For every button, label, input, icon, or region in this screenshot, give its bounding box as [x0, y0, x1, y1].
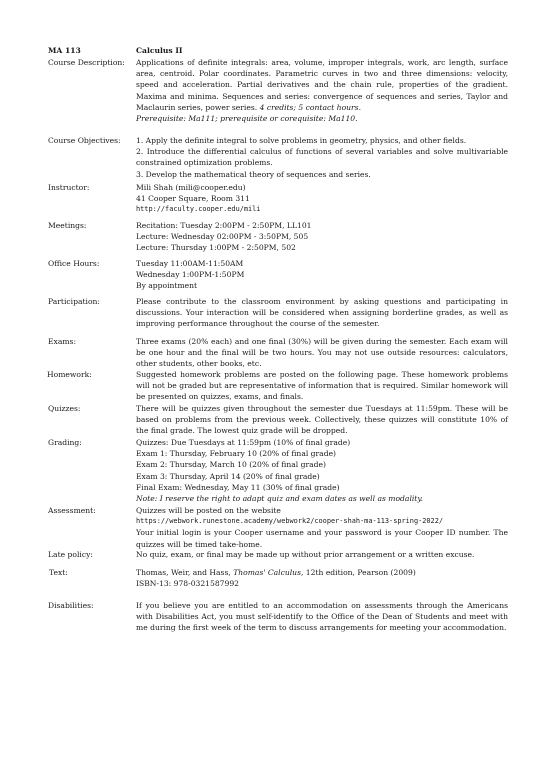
- meeting-line: Lecture: Wednesday 02:00PM - 3:50PM, 505: [136, 232, 309, 242]
- description-label: Course Description:: [48, 58, 125, 67]
- description-text: Applications of definite integrals: area, volume, improper integrals, work, arc length, surface area, centroid. Polar coordinates. Parametric curves in two and three dimensions: velocity, speed and acceleration. Partial derivatives and the chain rule, properties of the gradient. Maxima and minima. Sequences and series: convergence of sequences and series, Taylor and Maclaurin series, power series.: [136, 58, 508, 112]
- textbook-citation: [136, 567, 508, 578]
- participation-text: Please contribute to the classroom environment by asking questions and participating in discussions. Your interaction will be considered when assigning borderline grades, as well as improving performance throughout the course of the semester.: [136, 297, 508, 329]
- grading-line: Final Exam: Wednesday, May 11 (30% of final grade): [136, 482, 340, 492]
- objective-item: 3. Develop the mathematical theory of sequences and series.: [136, 169, 371, 179]
- office-hours-line: Tuesday 11:00AM-11:50AM: [136, 259, 244, 268]
- textbook-authors: Thomas, Weir, and Hass,: [136, 568, 234, 577]
- late-policy-text: No quiz, exam, or final may be made up without prior arrangement or a written excuse.: [136, 550, 475, 559]
- grading-note: Note: I reserve the right to adapt quiz and exam dates as well as modality.: [136, 494, 424, 504]
- textbook-label: Text:: [49, 568, 68, 577]
- objectives-label: Course Objectives:: [48, 136, 121, 145]
- office-hours-line: Wednesday 1:00PM-1:50PM: [136, 270, 245, 280]
- disabilities-label: Disabilities:: [48, 601, 94, 610]
- exams-label: Exams:: [48, 337, 77, 346]
- grading-label: Grading:: [48, 438, 82, 447]
- meeting-line: Lecture: Thursday 1:00PM - 2:50PM, 502: [136, 243, 296, 253]
- instructor-url-link[interactable]: http://faculty.cooper.edu/mili: [136, 205, 261, 214]
- course-header: [48, 45, 508, 57]
- meeting-line: Recitation: Tuesday 2:00PM - 2:50PM, LL101: [136, 221, 312, 230]
- credits-text: 4 credits; 5 contact hours.: [259, 102, 361, 112]
- exams-text: Three exams (20% each) and one final (30%) will be given during the semester. Each exam will be one hour and the final will be two hours. You may not use outside resources: calculators, other students, other books, etc.: [136, 337, 508, 369]
- assessment-url-link[interactable]: https://webwork.runestone.academy/webwork2/cooper-shah-ma-113-spring-2022/: [136, 517, 443, 526]
- assessment-line: Quizzes will be posted on the website: [136, 506, 281, 515]
- meetings-label: Meetings:: [48, 221, 87, 230]
- quizzes-text: There will be quizzes given throughout the semester due Tuesdays at 11:59pm. These will be based on problems from the previous week. Collectively, these quizzes will constitute 10% of the final grade. The lowest quiz grade will be dropped.: [136, 404, 508, 436]
- instructor-name: Mili Shah (mili@cooper.edu): [136, 183, 246, 192]
- assessment-label: Assessment:: [48, 506, 96, 515]
- course-title: Calculus II: [136, 46, 183, 55]
- instructor-office: 41 Cooper Square, Room 311: [136, 194, 250, 204]
- textbook-edition: , 12th edition, Pearson (2009): [300, 568, 416, 577]
- late-policy-label: Late policy:: [48, 550, 93, 559]
- grading-line: Quizzes: Due Tuesdays at 11:59pm (10% of final grade): [136, 438, 351, 447]
- textbook-title: Thomas' Calculus: [233, 568, 301, 577]
- office-hours-line: By appointment: [136, 281, 198, 291]
- prerequisite-text: Prerequisite: Ma111; prerequisite or corequisite: Ma110.: [136, 114, 358, 124]
- grading-line: Exam 3: Thursday, April 14 (20% of final grade): [136, 471, 320, 481]
- textbook-isbn: ISBN-13: 978-0321587992: [136, 579, 240, 589]
- objective-item: 1. Apply the definite integral to solve problems in geometry, physics, and other fields.: [136, 136, 467, 145]
- office-hours-label: Office Hours:: [48, 259, 100, 268]
- grading-line: Exam 2: Thursday, March 10 (20% of final grade): [136, 460, 326, 470]
- participation-label: Participation:: [48, 297, 100, 306]
- grading-line: Exam 1: Thursday, February 10 (20% of final grade): [136, 449, 337, 459]
- homework-label: Homework:: [47, 370, 92, 379]
- assessment-login-text: Your initial login is your Cooper username and your password is your Cooper ID number. The quizzes will be timed take-home.: [136, 528, 508, 549]
- course-code: MA 113: [48, 46, 81, 55]
- disabilities-text: If you believe you are entitled to an accommodation on assessments through the Americans with Disabilities Act, you must self-identify to the Office of the Dean of Students and meet with me during the first week of the term to discuss arrangements for meeting your accommodation.: [136, 601, 508, 633]
- instructor-label: Instructor:: [48, 183, 90, 192]
- objective-item: 2. Introduce the differential calculus of functions of several variables and solve multivariable constrained optimization problems.: [136, 147, 508, 168]
- homework-text: Suggested homework problems are posted on the following page. These homework problems will not be graded but are representative of information that is required. Similar homework will be presented on quizzes, exams, and finals.: [136, 370, 508, 402]
- quizzes-label: Quizzes:: [48, 404, 81, 413]
